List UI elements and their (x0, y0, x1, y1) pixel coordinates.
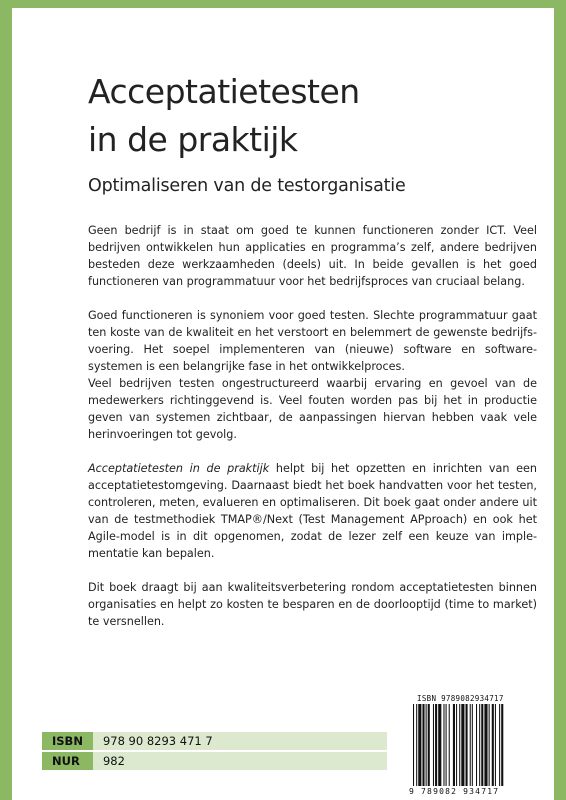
isbn-barcode (407, 694, 538, 800)
barcode-bar (433, 704, 434, 786)
nur-row (42, 751, 387, 771)
barcode-bar (461, 704, 464, 786)
barcode-digits: 9 789082 934717 (409, 787, 500, 796)
paragraph-4 (88, 460, 537, 562)
barcode-bar (499, 704, 500, 786)
barcode-bar (481, 704, 483, 786)
blurb-text (88, 222, 537, 647)
paragraph-1: Geen bedrijf is in staat om goed te kunnen functioneren zonder ICT. Veel bedrijven ontwikkelen hun applicaties en programma’s zelf, andere bedrijven besteden deze werkzaamheden (deels) uit. In beide gevallen is het goed functioneren van programmatuur voor het bedrijfsproces van cruciaal belang. (88, 224, 537, 288)
barcode-bar (446, 704, 447, 786)
barcode-bar (472, 704, 473, 786)
barcode-bar (438, 704, 441, 786)
paragraph-3: Veel bedrijven testen ongestructureerd waarbij ervaring en gevoel van de medewerkers richtinggevend is. Veel fouten worden pas bij het in productie geven van systemen zichtbaar, de aanpassingen hiervan hebben vaak vele herinvoeringen tot gevolg. (88, 377, 537, 441)
barcode-bar (426, 704, 427, 786)
isbn-label: ISBN (42, 732, 93, 751)
barcode-bar (479, 704, 480, 786)
barcode-bar (501, 704, 503, 786)
isbn-value: 978 90 8293 471 7 (93, 732, 387, 751)
barcode-bar (422, 704, 424, 786)
book-title (88, 68, 360, 164)
barcode-bar (489, 704, 490, 786)
barcode-bar (484, 704, 487, 786)
barcode-bar (492, 704, 494, 786)
barcode-bar (416, 704, 417, 786)
book-subtitle: Optimaliseren van de testorganisatie (88, 176, 406, 196)
barcode-bar (418, 704, 421, 786)
barcode-bar (449, 704, 450, 786)
barcode-bar (470, 704, 471, 786)
barcode-bar (413, 704, 414, 786)
barcode-bar (456, 704, 457, 786)
barcode-bar (495, 704, 496, 786)
isbn-row (42, 732, 387, 751)
barcode-bars (411, 704, 534, 786)
paragraph-5: Dit boek draagt bij aan kwaliteitsverbetering rondom acceptatietesten binnen organisaties en helpt zo kosten te besparen en de doorlooptijd (time to market) te versnellen. (88, 581, 537, 628)
nur-label: NUR (42, 751, 93, 771)
title-line-1: Acceptatietesten (88, 72, 360, 111)
nur-value: 982 (93, 751, 387, 771)
barcode-bar (428, 704, 430, 786)
book-title-italic: Acceptatietesten in de praktijk (88, 462, 270, 475)
barcode-isbn-text: ISBN 9789082934717 (417, 694, 504, 703)
paragraph-2: Goed functioneren is synoniem voor goed testen. Slechte programmatuur gaat ten koste van de kwaliteit en het verstoort en belemmert de gewenste bedrijfs-voering. Het soepel implementeren van (nieuwe) software en software-systemen is een belangrijke fase in het ontwikkelproces. (88, 309, 537, 373)
barcode-bar (459, 704, 460, 786)
publication-info-table (42, 732, 387, 772)
barcode-bar (435, 704, 437, 786)
barcode-bar (466, 704, 468, 786)
barcode-bar (443, 704, 444, 786)
barcode-bar (476, 704, 477, 786)
paragraph-4-rest: helpt bij het opzetten en inrichten van een acceptatietestomgeving. Daarnaast biedt het boek handvatten voor het testen, controleren, meten, evalueren en optimaliseren. Dit boek gaat onder andere uit van de testmethodiek TMAP®/Next (Test Management APproach) en ook het Agile-model is in dit opgenomen, zodat de lezer zelf een keuze van imple- mentatie kan bepalen. (88, 462, 537, 560)
title-line-2: in de praktijk (88, 120, 298, 159)
barcode-bar (453, 704, 455, 786)
